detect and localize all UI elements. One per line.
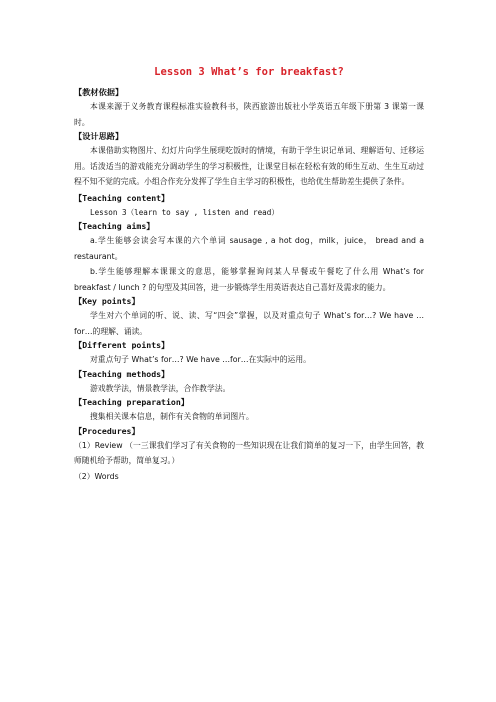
heading-teaching-preparation: 【Teaching preparation】 <box>74 397 189 407</box>
paragraph-different-points: 对重点句子 What’s for…? We have …for…在实际中的运用。 <box>90 355 311 364</box>
heading-design: 【设计思路】 <box>74 131 124 141</box>
paragraph-key-points: 学生对六个单词的听、说、读、写“四会”掌握，以及对重点句子 What’s for…? We have …for…的理解、诵读。 <box>74 311 424 336</box>
document-page <box>74 66 424 484</box>
heading-teaching-content: 【Teaching content】 <box>74 192 170 203</box>
paragraph-teaching-content: Lesson 3（learn to say , listen and read） <box>90 207 279 217</box>
paragraph-procedure-review: （1）Review （一三课我们学习了有关食物的一些知识现在让我们简单的复习一下，由学生回答，教师随机给予帮助，简单复习。） <box>74 440 424 465</box>
heading-different-points: 【Different points】 <box>74 340 170 350</box>
paragraph-basis: 本课来源于义务教育课程标准实验教科书，陕西旅游出版社小学英语五年级下册第 3 课第一课时。 <box>74 102 424 127</box>
heading-basis: 【教材依据】 <box>74 87 124 97</box>
paragraph-aim-b: b.学生能够理解本课课文的意思，能够掌握询问某人早餐或午餐吃了什么用 What’s for breakfast / lunch ? 的句型及其回答，进一步锻炼学生用英语表达自己喜好及需求的能力。 <box>74 267 424 292</box>
paragraph-design: 本课借助实物图片、幻灯片向学生展现吃饭时的情境，有助于学生识记单词、理解语句、迁移运用。话泼适当的游戏能充分调动学生的学习积极性，让课堂目标在轻松有效的师生互动、生生互动过程不知不觉的完成。小组合作充分发挥了学生自主学习的积极性，也给优生帮助差生提供了条件。 <box>74 146 424 186</box>
paragraph-teaching-preparation: 搜集相关课本信息，制作有关食物的单词图片。 <box>90 412 254 421</box>
paragraph-aim-a: a.学生能够会读会写本课的六个单词 sausage , a hot dog，milk，juice， bread and a restaurant。 <box>74 236 424 261</box>
heading-key-points: 【Key points】 <box>74 296 140 306</box>
heading-teaching-aims: 【Teaching aims】 <box>74 221 155 231</box>
paragraph-teaching-methods: 游戏教学法，情景教学法，合作教学法。 <box>90 383 231 393</box>
heading-teaching-methods: 【Teaching methods】 <box>74 368 170 379</box>
paragraph-procedure-words: （2）Words <box>74 471 119 481</box>
heading-procedures: 【Procedures】 <box>74 425 140 436</box>
document-title: Lesson 3 What’s for breakfast? <box>154 66 344 78</box>
